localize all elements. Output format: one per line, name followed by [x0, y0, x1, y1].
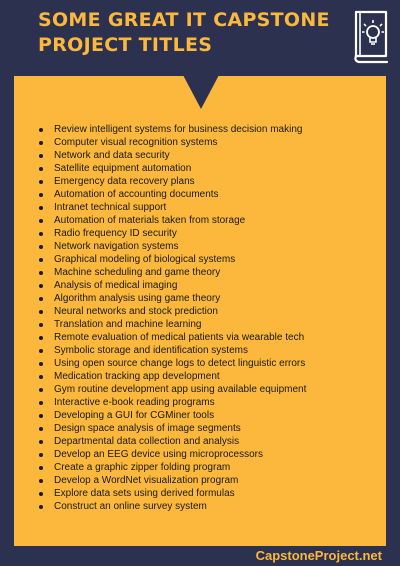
- list-item-label: Interactive e-book reading programs: [54, 397, 215, 408]
- list-item-label: Review intelligent systems for business decision making: [54, 124, 303, 135]
- bullet-dot: [39, 323, 43, 327]
- list-item: [38, 461, 378, 474]
- list-item-label: Radio frequency ID security: [54, 228, 177, 239]
- list-item: [38, 305, 378, 318]
- bullet-dot: [39, 271, 43, 275]
- list-item: [38, 201, 378, 214]
- list-item-label: Symbolic storage and identification systems: [54, 345, 248, 356]
- list-item-label: Satellite equipment automation: [54, 163, 192, 174]
- list-item-label: Explore data sets using derived formulas: [54, 488, 235, 499]
- list-item: [38, 136, 378, 149]
- list-item: [38, 487, 378, 500]
- list-item: [38, 357, 378, 370]
- bullet-dot: [39, 492, 43, 496]
- list-item-label: Develop an EEG device using microprocessors: [54, 449, 263, 460]
- bullet-dot: [39, 453, 43, 457]
- list-item-label: Remote evaluation of medical patients via wearable tech: [54, 332, 305, 343]
- bullet-dot: [39, 466, 43, 470]
- list-item-label: Departmental data collection and analysis: [54, 436, 240, 447]
- list-item-label: Emergency data recovery plans: [54, 176, 195, 187]
- bullet-dot: [39, 206, 43, 210]
- bullet-dot: [39, 180, 43, 184]
- list-item: [38, 331, 378, 344]
- list-item-label: Network navigation systems: [54, 241, 179, 252]
- list-item: [38, 318, 378, 331]
- list-item-label: Graphical modeling of biological systems: [54, 254, 236, 265]
- bullet-dot: [39, 427, 43, 431]
- bullet-dot: [39, 154, 43, 158]
- list-item: [38, 422, 378, 435]
- list-item-label: Create a graphic zipper folding program: [54, 462, 231, 473]
- list-item: [38, 253, 378, 266]
- list-item: [38, 344, 378, 357]
- bullet-dot: [39, 479, 43, 483]
- list-item: [38, 396, 378, 409]
- list-item: [38, 279, 378, 292]
- bullet-dot: [39, 219, 43, 223]
- list-item: [38, 123, 378, 136]
- bullet-dot: [39, 505, 43, 509]
- bullet-dot: [39, 284, 43, 288]
- list-item-label: Construct an online survey system: [54, 501, 207, 512]
- bullet-dot: [39, 245, 43, 249]
- bullet-dot: [39, 375, 43, 379]
- bullet-dot: [39, 167, 43, 171]
- bullet-dot: [39, 440, 43, 444]
- list-item-label: Computer visual recognition systems: [54, 137, 218, 148]
- bullet-dot: [39, 258, 43, 262]
- list-item: [38, 214, 378, 227]
- bullet-dot: [39, 128, 43, 132]
- list-item: [38, 448, 378, 461]
- bullet-dot: [39, 401, 43, 405]
- bullet-dot: [39, 141, 43, 145]
- page-title: SOME GREAT IT CAPSTONE PROJECT TITLES: [38, 9, 330, 56]
- list-item: [38, 383, 378, 396]
- list-item: [38, 175, 378, 188]
- list-item-label: Intranet technical support: [54, 202, 167, 213]
- bullet-dot: [39, 232, 43, 236]
- bullet-dot: [39, 310, 43, 314]
- list-item-label: Using open source change logs to detect linguistic errors: [54, 358, 306, 369]
- bullet-dot: [39, 297, 43, 301]
- lightbulb-book-icon: [349, 6, 395, 66]
- list-item: [38, 474, 378, 487]
- list-item: [38, 162, 378, 175]
- list-item: [38, 370, 378, 383]
- list-item: [38, 240, 378, 253]
- list-item-label: Network and data security: [54, 150, 170, 161]
- list-item-label: Algorithm analysis using game theory: [54, 293, 221, 304]
- list-item-label: Gym routine development app using available equipment: [54, 384, 307, 395]
- list-item-label: Medication tracking app development: [54, 371, 220, 382]
- list-item-label: Design space analysis of image segments: [54, 423, 241, 434]
- bullet-dot: [39, 362, 43, 366]
- header-banner: [14, 0, 386, 76]
- footer-brand[interactable]: CapstoneProject.net: [255, 548, 382, 563]
- header-pointer: [183, 75, 219, 109]
- bullet-dot: [39, 193, 43, 197]
- list-item-label: Automation of accounting documents: [54, 189, 219, 200]
- list-item: [38, 292, 378, 305]
- bullet-dot: [39, 414, 43, 418]
- bullet-dot: [39, 388, 43, 392]
- list-item: [38, 149, 378, 162]
- list-item-label: Automation of materials taken from storage: [54, 215, 246, 226]
- project-titles-list: [38, 123, 378, 513]
- list-item: [38, 266, 378, 279]
- list-item-label: Neural networks and stock prediction: [54, 306, 218, 317]
- list-item-label: Translation and machine learning: [54, 319, 202, 330]
- list-item: [38, 435, 378, 448]
- bullet-dot: [39, 336, 43, 340]
- list-item: [38, 227, 378, 240]
- list-item-label: Develop a WordNet visualization program: [54, 475, 239, 486]
- list-item-label: Analysis of medical imaging: [54, 280, 178, 291]
- list-item: [38, 500, 378, 513]
- list-item-label: Machine scheduling and game theory: [54, 267, 221, 278]
- list-item: [38, 188, 378, 201]
- list-item: [38, 409, 378, 422]
- bullet-dot: [39, 349, 43, 353]
- list-item-label: Developing a GUI for CGMiner tools: [54, 410, 215, 421]
